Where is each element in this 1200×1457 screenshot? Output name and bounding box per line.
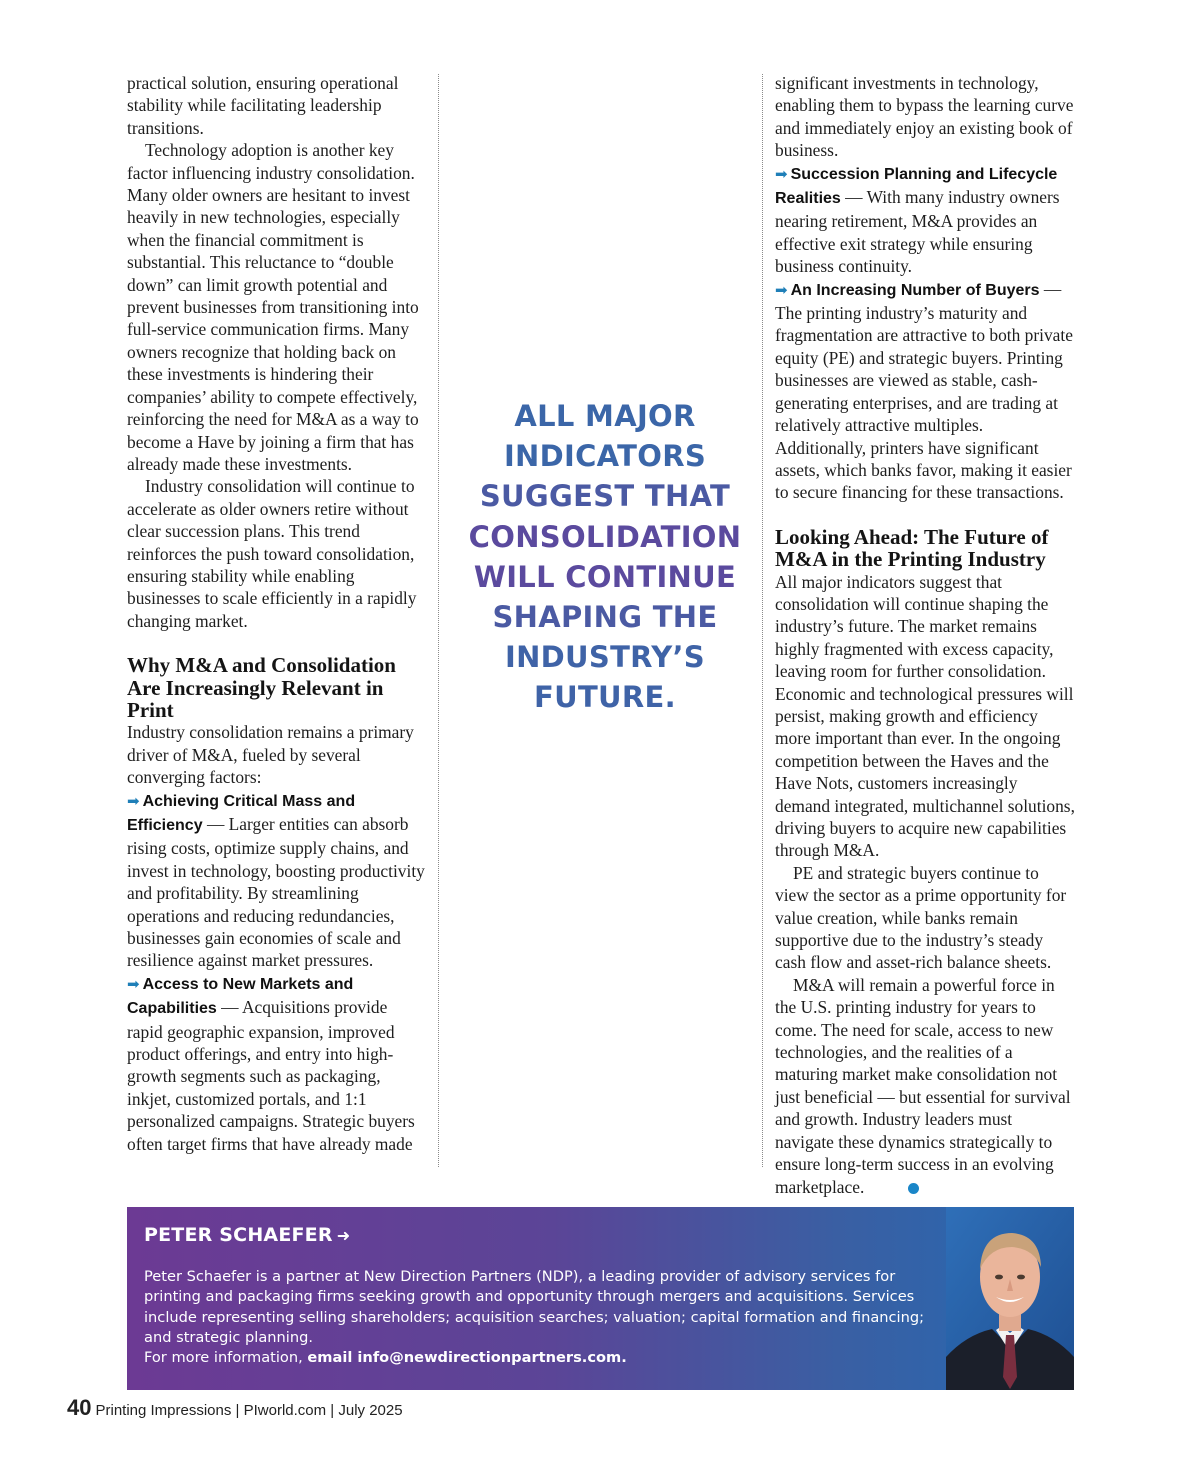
paragraph <box>775 974 1075 1198</box>
pull-quote <box>452 396 758 718</box>
left-column <box>127 72 427 1155</box>
arrow-right-icon: ➡ <box>127 791 140 810</box>
pull-quote-line: WILL CONTINUE <box>473 559 737 594</box>
paragraph: practical solution, ensuring operational stability while facilitating leadership transitions. <box>127 73 399 138</box>
page-number: 40 <box>67 1395 92 1420</box>
pull-quote-line: CONSOLIDATION <box>468 519 742 554</box>
paragraph: Technology adoption is another key factor influencing industry consolidation. Many older owners are hesitant to invest heavily in new technologies, especially when the financial commitment is substantial. This reluctance to “double down” can limit growth potential and prevent businesses from transitioning into full-service communication firms. Many owners recognize that holding back on these investments is hindering their companies’ ability to compete effectively, reinforcing the need for M&A as a way to become a Have by joining a firm that has already made these investments. <box>127 140 419 474</box>
column-divider <box>438 74 439 1167</box>
email-link[interactable]: email info@newdirectionpartners.com. <box>307 1349 627 1367</box>
right-column <box>775 72 1075 1198</box>
pull-quote-line: SUGGEST THAT <box>479 479 731 514</box>
bullet-title: Achieving Critical Mass and Efficiency <box>127 792 356 834</box>
pull-quote-line: ALL MAJOR <box>514 399 696 433</box>
bio-more-prefix: For more information, <box>144 1349 308 1367</box>
footer-text: Printing Impressions | PIworld.com | July 2025 <box>95 1402 403 1419</box>
paragraph: significant investments in technology, enabling them to bypass the learning curve and immediately enjoy an existing book of business. <box>775 73 1074 161</box>
bullet-item <box>127 972 427 1155</box>
pull-quote-line: SHAPING THE <box>492 600 718 635</box>
arrow-right-icon: ➡ <box>775 164 788 183</box>
column-divider <box>762 74 763 1167</box>
author-bio-box <box>127 1207 1074 1390</box>
bullet-text: — Acquisitions provide rapid geographic expansion, improved product offerings, and entry into high-growth segments such as packaging, inkjet, customized portals, and 1:1 personalized campaigns. Strategic buyers often target firms that have already made <box>127 997 415 1154</box>
paragraph: All major indicators suggest that consolidation will continue shaping the industry’s future. The market remains highly fragmented with excess capacity, leaving room for further consolidation. Economic and technological pressures will persist, making growth and efficiency more important than ever. In the ongoing competition between the Haves and the Have Nots, customers increasingly demand integrated, multichannel solutions, driving buyers to acquire new capabilities through M&A. <box>775 571 1075 861</box>
arrow-right-icon: ➜ <box>336 1226 351 1245</box>
arrow-right-icon: ➡ <box>127 974 140 993</box>
pull-quote-line: INDUSTRY’S <box>505 640 705 675</box>
paragraph: PE and strategic buyers continue to view the sector as a prime opportunity for value creation, while banks remain supportive due to the industry’s steady cash flow and asset-rich balance sheets. <box>775 862 1067 973</box>
bullet-title: Access to New Markets and Capabilities <box>127 975 354 1018</box>
bullet-item <box>775 162 1075 278</box>
pull-quote-line: INDICATORS <box>503 439 707 474</box>
section-heading: Why M&A and Consolidation Are Increasingly Relevant in Print <box>127 653 396 722</box>
bullet-item <box>127 789 427 972</box>
page-footer <box>67 1395 403 1421</box>
paragraph: Industry consolidation remains a primary driver of M&A, fueled by several converging factors: <box>127 722 414 788</box>
paragraph-text: M&A will remain a powerful force in the U.S. printing industry for years to come. The need for scale, access to new technologies, and the realities of a maturing market make consolidation not just beneficial — but essential for survival and growth. Industry leaders must navigate these dynamics strategically to ensure long-term success in an evolving marketplace. <box>775 974 1071 1197</box>
paragraph: Industry consolidation will continue to accelerate as older owners retire without clear succession plans. This trend reinforces the push toward consolidation, ensuring stability while enabling businesses to scale efficiently in a rapidly changing market. <box>127 476 417 631</box>
author-bio-text <box>144 1267 934 1368</box>
end-mark-icon <box>908 1183 919 1194</box>
bullet-item <box>775 278 1075 504</box>
bio-description: Peter Schaefer is a partner at New Direction Partners (NDP), a leading provider of advisory services for printing and packaging firms seeking growth and opportunity through mergers and acquisitions. Services include representing selling shareholders; acquisition searches; valuation; capital formation and financing; and strategic planning. <box>144 1268 925 1346</box>
bullet-title: An Increasing Number of Buyers <box>790 281 1040 299</box>
author-photo <box>946 1207 1074 1390</box>
bullet-text: — Larger entities can absorb rising costs, optimize supply chains, and invest in technology, boosting productivity and profitability. By streamlining operations and reducing redundancies, businesses gain economies of scale and resilience against market pressures. <box>127 814 425 971</box>
bullet-text: — The printing industry’s maturity and fragmentation are attractive to both private equity (PE) and strategic buyers. Printing businesses are viewed as stable, cash-generating enterprises, and are trading at relatively attractive multiples. Additionally, printers have significant assets, which banks favor, making it easier to secure financing for these transactions. <box>775 278 1073 503</box>
bullet-title: Succession Planning and Lifecycle Realities <box>775 165 1058 208</box>
author-name-text: PETER SCHAEFER <box>144 1224 333 1246</box>
author-name <box>144 1224 350 1246</box>
section-heading: Looking Ahead: The Future of M&A in the Printing Industry <box>775 524 1049 572</box>
pull-quote-line: FUTURE. <box>534 680 676 715</box>
bullet-text: — With many industry owners nearing retirement, M&A provides an effective exit strategy while ensuring business continuity. <box>775 187 1060 277</box>
arrow-right-icon: ➡ <box>775 280 788 299</box>
